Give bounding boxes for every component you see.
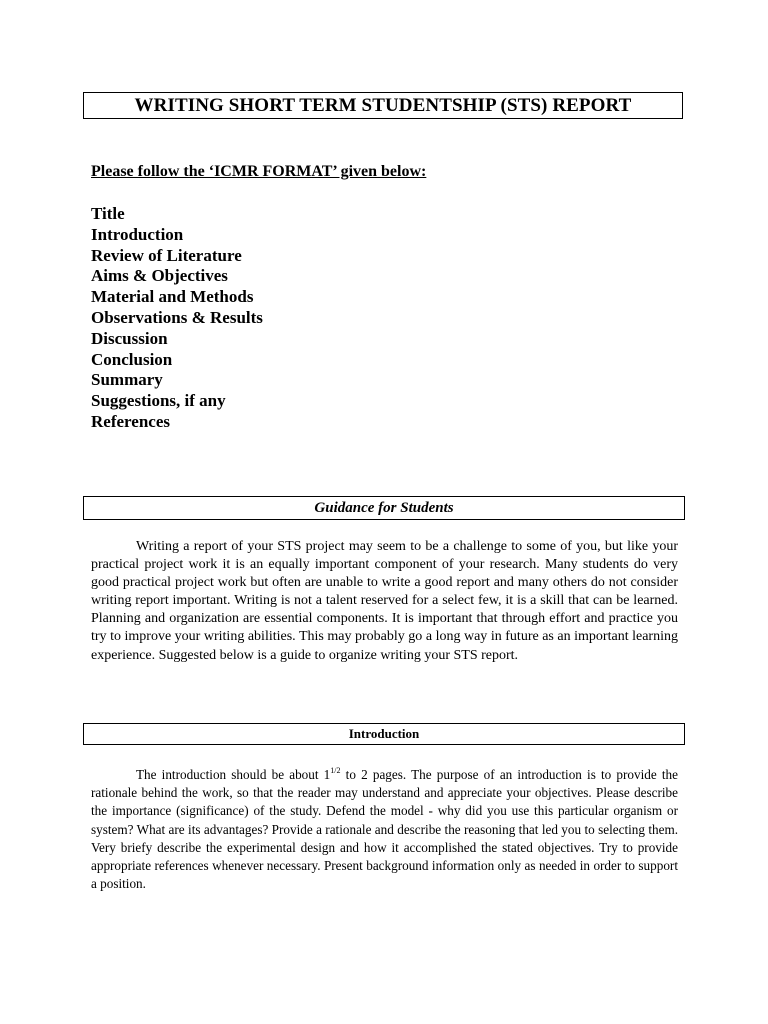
format-item-summary: Summary bbox=[91, 370, 163, 390]
half-fraction-superscript: 1/2 bbox=[330, 766, 341, 775]
format-item-introduction: Introduction bbox=[91, 224, 184, 244]
introduction-paragraph bbox=[91, 766, 678, 893]
format-list bbox=[91, 204, 263, 433]
guidance-heading: Guidance for Students bbox=[83, 496, 685, 520]
introduction-heading: Introduction bbox=[83, 723, 685, 745]
format-item-review-of-literature: Review of Literature bbox=[91, 245, 242, 265]
format-item-aims-objectives: Aims & Objectives bbox=[91, 266, 228, 286]
format-item-discussion: Discussion bbox=[91, 328, 168, 348]
format-heading: Please follow the ‘ICMR FORMAT’ given below: bbox=[91, 163, 427, 180]
format-item-title: Title bbox=[91, 204, 125, 223]
format-item-conclusion: Conclusion bbox=[91, 349, 173, 369]
document-title: WRITING SHORT TERM STUDENTSHIP (STS) REPORT bbox=[83, 92, 683, 119]
format-item-observations-results: Observations & Results bbox=[91, 307, 263, 327]
format-item-material-methods: Material and Methods bbox=[91, 287, 254, 307]
introduction-lead: The introduction should be about 1 bbox=[136, 767, 331, 782]
introduction-body: to 2 pages. The purpose of an introduction is to provide the rationale behind the work, so that the reader may understand and appreciate your objectives. Please describe the importance (significance) of the study. Defend the model - why did you use this particular organism or system? What are its advantages? Provide a rationale and describe the reasoning that led you to selecting them. Very briefy describe the experimental design and how it accomplished the stated objectives. Try to provide appropriate references whenever necessary. Present background information only as needed in order to support a position. bbox=[91, 767, 678, 892]
format-item-suggestions: Suggestions, if any bbox=[91, 391, 226, 411]
guidance-paragraph: Writing a report of your STS project may seem to be a challenge to some of you, but like your practical project work it is an equally important component of your research. Many students do very good practical project work but often are unable to write a good report and many others do not consider writing report important. Writing is not a talent reserved for a select few, it is a skill that can be learned. Planning and organization are essential components. It is important that through effort and practice you try to improve your writing abilities. This may probably go a long way in future as an important learning experience. Suggested below is a guide to organize writing your STS report. bbox=[91, 539, 678, 663]
format-item-references: References bbox=[91, 411, 170, 431]
